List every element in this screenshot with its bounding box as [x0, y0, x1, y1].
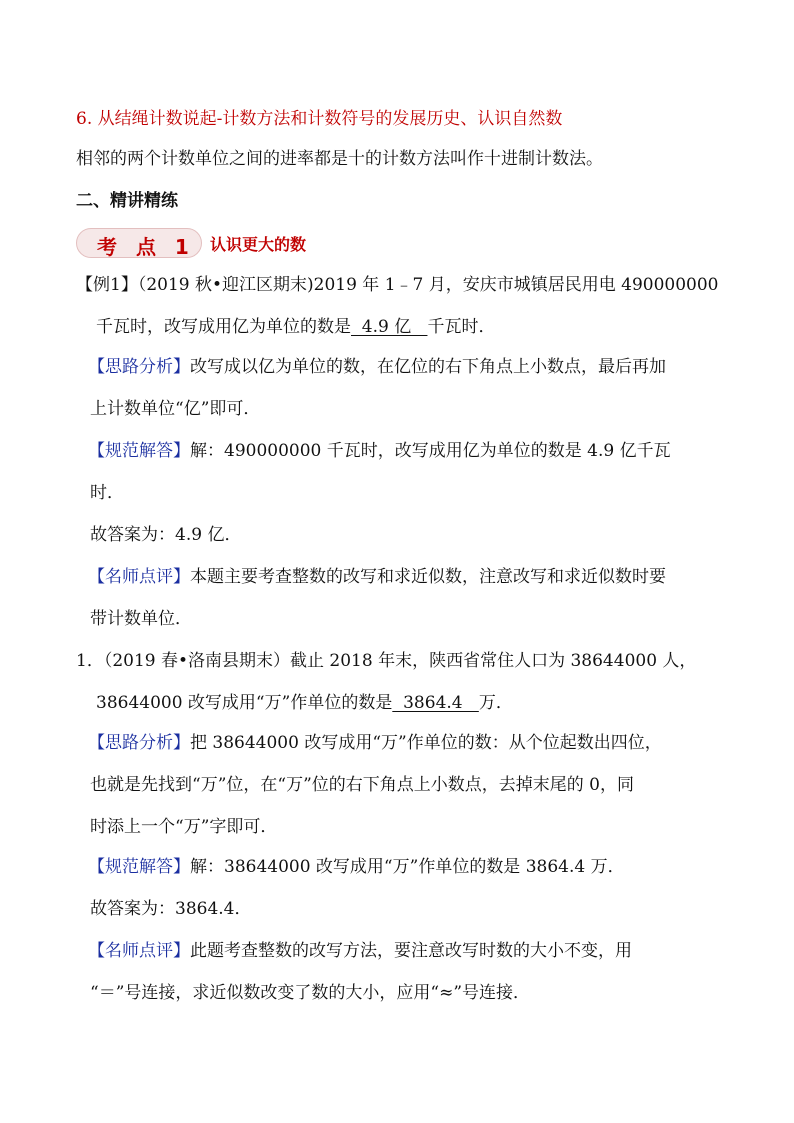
problem1-analysis-3: 时添上一个“万”字即可． [90, 817, 278, 837]
solution-text: 解：490000000 千瓦时，改写成用亿为单位的数是 4.9 亿千瓦 [190, 441, 671, 461]
problem1-analysis-2: 也就是先找到“万”位，在“万”位的右下角点上小数点，去掉末尾的 0，同 [90, 775, 634, 795]
problem1-analysis [88, 732, 662, 754]
problem1-answer: 故答案为：3864.4． [90, 899, 252, 919]
analysis-tag: 【思路分析】 [88, 357, 190, 377]
example1-solution [88, 440, 671, 462]
example1-comment-2: 带计数单位． [90, 609, 192, 629]
section-title: 二、精讲精练 [76, 191, 178, 211]
definition-text: 相邻的两个计数单位之间的进率都是十的计数方法叫作十进制计数法。 [76, 149, 603, 169]
example1-line2-pre: 千瓦时，改写成用亿为单位的数是 [96, 317, 351, 337]
problem1-line2-post: 万． [478, 693, 513, 713]
problem1-comment [88, 940, 632, 962]
comment-tag: 【名师点评】 [88, 941, 190, 961]
example1-solution-2: 时． [90, 483, 124, 503]
problem1-line1: 1．（2019 春•洛南县期末）截止 2018 年末，陕西省常住人口为 38644000 人， [76, 651, 697, 671]
analysis-tag: 【思路分析】 [88, 733, 190, 753]
problem1-line2 [96, 692, 513, 714]
example1-answer-blank: 4.9 亿 [351, 317, 428, 337]
example1-line1: 【例1】（2019 秋•迎江区期末)2019 年 1﹣7 月，安庆市城镇居民用电 490000000 [76, 275, 719, 295]
analysis-text: 改写成以亿为单位的数，在亿位的右下角点上小数点，最后再加 [190, 357, 666, 377]
badge-label: 考 点 1 [97, 235, 195, 259]
example1-line2-post: 千瓦时． [427, 317, 496, 337]
comment-text: 本题主要考查整数的改写和求近似数，注意改写和求近似数时要 [190, 567, 666, 587]
heading-6: 6. 从结绳计数说起-计数方法和计数符号的发展历史、认识自然数 [76, 109, 563, 129]
topic-badge [76, 228, 202, 258]
solution-tag: 【规范解答】 [88, 857, 190, 877]
example1-analysis [88, 356, 666, 378]
comment-tag: 【名师点评】 [88, 567, 190, 587]
problem1-solution [88, 856, 625, 878]
problem1-answer-blank: 3864.4 [392, 693, 479, 713]
problem1-comment-2: “＝”号连接，求近似数改变了数的大小，应用“≈”号连接． [90, 983, 531, 1003]
solution-text: 解：38644000 改写成用“万”作单位的数是 3864.4 万． [190, 857, 625, 877]
problem1-line2-pre: 38644000 改写成用“万”作单位的数是 [96, 693, 393, 713]
analysis-text: 把 38644000 改写成用“万”作单位的数：从个位起数出四位， [190, 733, 662, 753]
example1-analysis-2: 上计数单位“亿”即可． [90, 399, 261, 419]
topic-title: 认识更大的数 [210, 235, 307, 254]
comment-text: 此题考查整数的改写方法，要注意改写时数的大小不变，用 [190, 941, 632, 961]
example1-line2 [96, 316, 495, 338]
example1-answer: 故答案为：4.9 亿． [90, 525, 242, 545]
example1-comment [88, 566, 666, 588]
solution-tag: 【规范解答】 [88, 441, 190, 461]
